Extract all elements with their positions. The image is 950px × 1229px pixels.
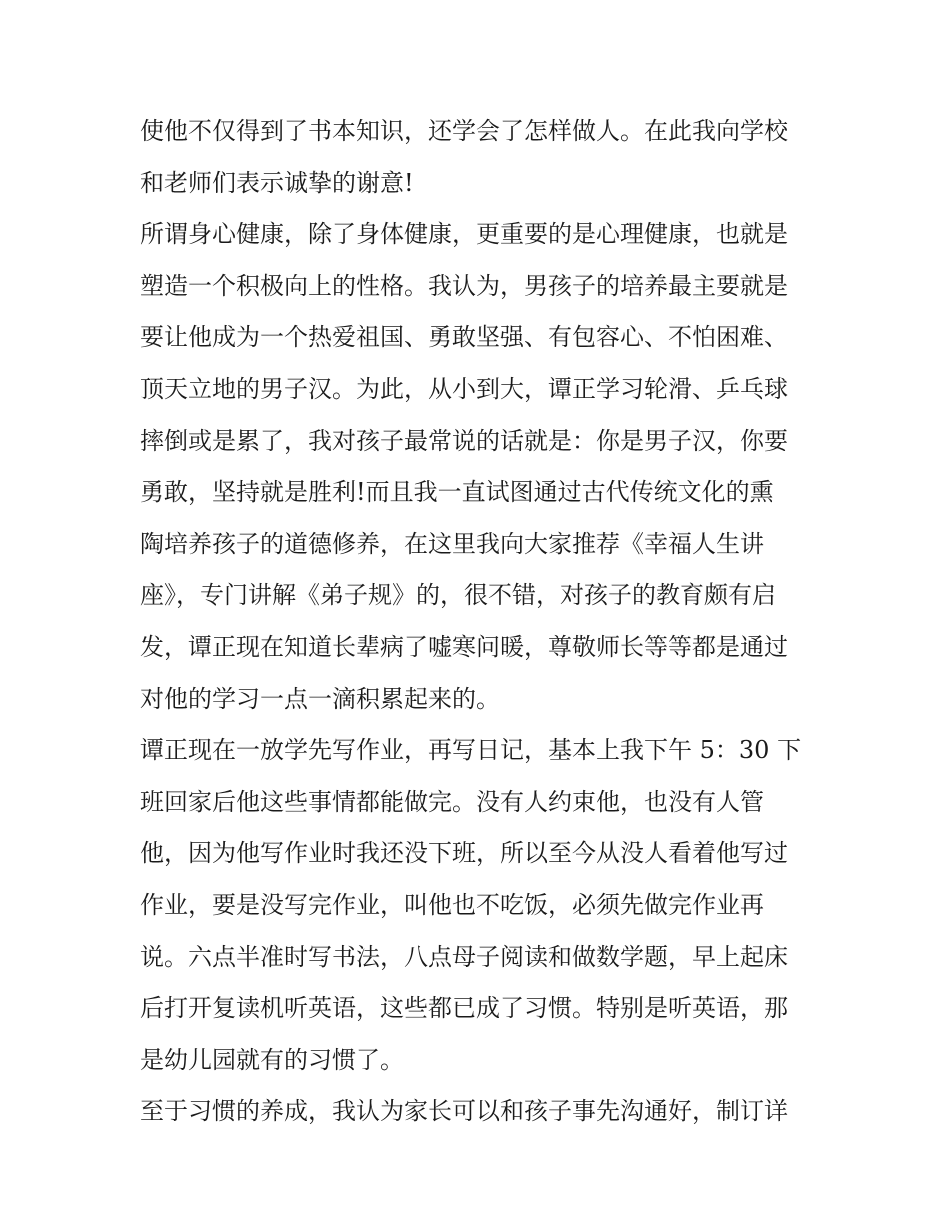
text-line: 说。六点半准时写书法，八点母子阅读和做数学题，早上起床: [140, 942, 788, 971]
document-body: [140, 106, 820, 1138]
text-line: 所谓身心健康，除了身体健康，更重要的是心理健康，也就是: [140, 220, 788, 249]
text-line: 陶培养孩子的道德修养，在这里我向大家推荐《幸福人生讲: [140, 529, 764, 558]
text-line: 塑造一个积极向上的性格。我认为，男孩子的培养最主要就是: [140, 271, 788, 300]
text-line: 使他不仅得到了书本知识，还学会了怎样做人。在此我向学校: [140, 117, 788, 145]
text-line: 他，因为他写作业时我还没下班，所以至今从没人看着他写过: [140, 839, 788, 868]
text-line: 和老师们表示诚挚的谢意!: [140, 168, 414, 197]
text-line: 要让他成为一个热爱祖国、勇敢坚强、有包容心、不怕困难、: [140, 323, 788, 352]
text-line: 谭正现在一放学先写作业，再写日记，基本上我下午 5：30 下: [140, 736, 802, 765]
text-line: 座》，专门讲解《弟子规》的，很不错，对孩子的教育颇有启: [140, 581, 776, 610]
text-line: 至于习惯的养成，我认为家长可以和孩子事先沟通好，制订详: [140, 1097, 788, 1126]
text-line: 后打开复读机听英语，这些都已成了习惯。特别是听英语，那: [140, 994, 788, 1023]
text-line: 是幼儿园就有的习惯了。: [140, 1045, 404, 1074]
text-line: 作业，要是没写完作业，叫他也不吃饭，必须先做完作业再: [140, 890, 764, 919]
text-line: 摔倒或是累了，我对孩子最常说的话就是：你是男子汉，你要: [140, 426, 788, 455]
text-line: 对他的学习一点一滴积累起来的。: [140, 684, 500, 713]
text-line: 顶天立地的男子汉。为此，从小到大，谭正学习轮滑、乒乓球: [140, 374, 788, 403]
text-line: 勇敢，坚持就是胜利!而且我一直试图通过古代传统文化的熏: [140, 478, 774, 507]
text-line: 发，谭正现在知道长辈病了嘘寒问暖，尊敬师长等等都是通过: [140, 632, 788, 661]
text-line: 班回家后他这些事情都能做完。没有人约束他，也没有人管: [140, 787, 764, 816]
